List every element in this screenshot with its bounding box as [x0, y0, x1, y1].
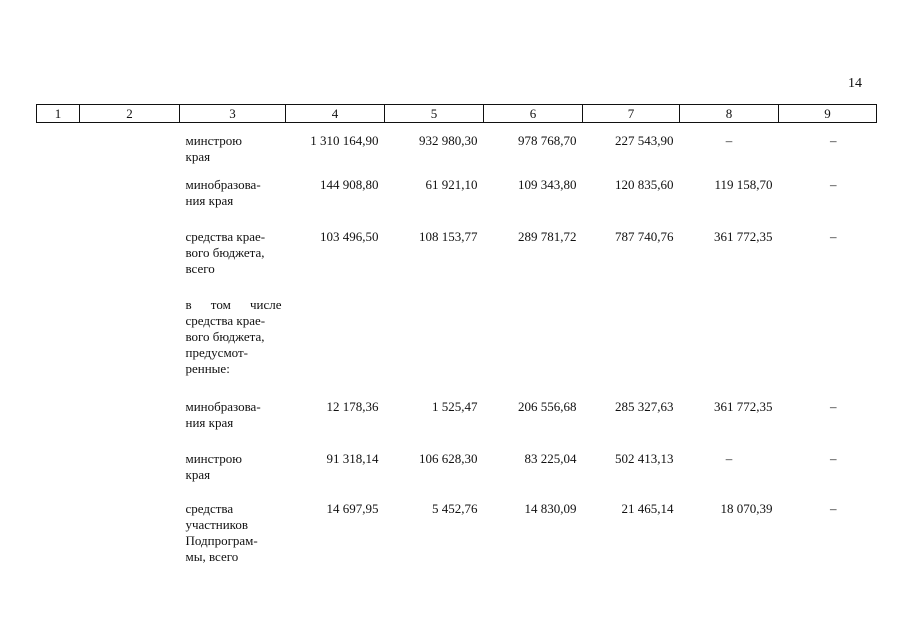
row-label	[180, 499, 286, 569]
row-label	[180, 123, 286, 173]
value-cell: 108 153,77	[419, 228, 478, 244]
value-cell: 14 830,09	[524, 500, 577, 516]
value-cell: –	[830, 398, 837, 414]
label-line: мы, всего	[185, 548, 239, 564]
row-label	[180, 173, 286, 225]
value-cell: 83 225,04	[524, 450, 577, 466]
value-cell: 361 772,35	[714, 228, 773, 244]
value-cell: 1 525,47	[432, 398, 478, 414]
value-cell: 227 543,90	[615, 133, 674, 148]
value-cell: 120 835,60	[615, 176, 674, 192]
value-cell	[680, 295, 779, 395]
value-cell: 12 178,36	[326, 398, 379, 414]
label-line: минобразова-	[185, 398, 261, 414]
row-label	[180, 395, 286, 447]
label-line: края	[185, 149, 211, 164]
label-line: предусмот-	[185, 344, 249, 360]
value-cell: 144 908,80	[320, 176, 379, 192]
table-row	[37, 447, 877, 499]
label-line: минстрою	[185, 133, 242, 148]
value-cell: 14 697,95	[326, 500, 379, 516]
value-cell	[286, 295, 385, 395]
column-header: 1	[37, 105, 80, 123]
table-row	[37, 173, 877, 225]
column-header: 5	[385, 105, 484, 123]
value-cell: 18 070,39	[720, 500, 773, 516]
value-cell: 206 556,68	[518, 398, 577, 414]
column-header: 9	[779, 105, 877, 123]
label-line: средства	[185, 500, 234, 516]
value-cell: 119 158,70	[714, 176, 773, 192]
label-line: Подпрограм-	[185, 532, 258, 548]
label-line: ренные:	[185, 360, 230, 376]
label-line: минстрою	[185, 450, 242, 466]
value-cell: –	[830, 228, 837, 244]
value-cell: 106 628,30	[419, 450, 478, 466]
column-header: 2	[80, 105, 180, 123]
label-line: вого бюджета,	[185, 244, 265, 260]
value-cell: 103 496,50	[320, 228, 379, 244]
label-line: средства крае-	[185, 312, 266, 328]
label-line: ния края	[185, 414, 234, 430]
value-cell: 787 740,76	[615, 228, 674, 244]
value-cell: 502 413,13	[615, 450, 674, 466]
value-cell: 978 768,70	[518, 133, 577, 148]
value-cell	[779, 295, 877, 395]
value-cell: 361 772,35	[714, 398, 773, 414]
value-cell: 289 781,72	[518, 228, 577, 244]
value-cell: –	[725, 450, 733, 466]
label-line: средства крае-	[185, 228, 266, 244]
table-row	[37, 395, 877, 447]
value-cell: 1 310 164,90	[310, 133, 379, 148]
value-cell	[385, 295, 484, 395]
label-line: вого бюджета,	[185, 328, 265, 344]
value-cell: 21 465,14	[621, 500, 674, 516]
value-cell: 91 318,14	[326, 450, 379, 466]
table-row	[37, 123, 877, 173]
value-cell	[484, 295, 583, 395]
page-number: 14	[848, 76, 862, 91]
value-cell: –	[725, 133, 733, 148]
label-line: ния края	[185, 192, 234, 208]
label-line: всего	[185, 260, 215, 276]
column-header: 4	[286, 105, 385, 123]
row-label	[180, 295, 286, 395]
table-row	[37, 295, 877, 395]
value-cell	[583, 295, 680, 395]
value-cell: 109 343,80	[518, 176, 577, 192]
table-row	[37, 499, 877, 569]
value-cell: –	[830, 450, 837, 466]
row-label	[180, 447, 286, 499]
label-line: в том числе	[185, 296, 282, 312]
label-line: участников	[185, 516, 248, 532]
value-cell: 5 452,76	[432, 500, 478, 516]
value-cell: 61 921,10	[425, 176, 478, 192]
value-cell: –	[830, 133, 837, 148]
column-header: 8	[680, 105, 779, 123]
value-cell: –	[830, 500, 837, 516]
column-header: 6	[484, 105, 583, 123]
value-cell: 932 980,30	[419, 133, 478, 148]
row-label	[180, 225, 286, 295]
table-header-row	[37, 105, 877, 123]
column-header: 7	[583, 105, 680, 123]
column-header: 3	[180, 105, 286, 123]
label-line: минобразова-	[185, 176, 261, 192]
budget-table	[36, 104, 877, 569]
value-cell: –	[830, 176, 837, 192]
label-line: края	[185, 466, 211, 482]
value-cell: 285 327,63	[615, 398, 674, 414]
table-row	[37, 225, 877, 295]
